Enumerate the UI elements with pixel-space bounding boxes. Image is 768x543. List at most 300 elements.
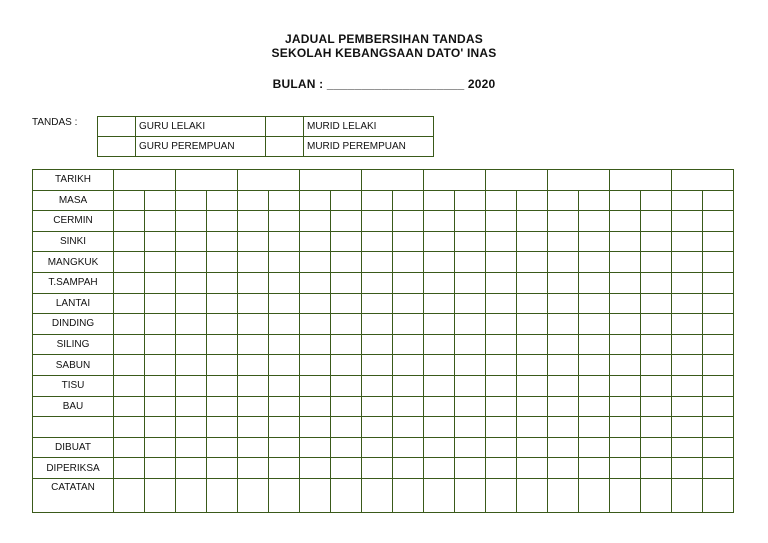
- grid-cell[interactable]: [455, 396, 486, 417]
- grid-cell[interactable]: [548, 190, 579, 211]
- grid-cell[interactable]: [145, 190, 176, 211]
- grid-cell[interactable]: [331, 190, 362, 211]
- grid-cell[interactable]: [579, 211, 610, 232]
- grid-cell[interactable]: [672, 211, 703, 232]
- grid-cell[interactable]: [517, 375, 548, 396]
- grid-cell[interactable]: [641, 211, 672, 232]
- grid-cell[interactable]: [548, 231, 579, 252]
- grid-cell[interactable]: [238, 190, 269, 211]
- grid-cell[interactable]: [517, 396, 548, 417]
- grid-cell[interactable]: [672, 458, 703, 479]
- grid-cell[interactable]: [238, 437, 269, 458]
- grid-cell[interactable]: [300, 231, 331, 252]
- grid-cell[interactable]: [548, 355, 579, 376]
- grid-cell[interactable]: [672, 190, 703, 211]
- grid-cell[interactable]: [424, 314, 455, 335]
- grid-cell[interactable]: [641, 396, 672, 417]
- grid-cell[interactable]: [362, 293, 393, 314]
- grid-cell[interactable]: [579, 478, 610, 512]
- grid-cell[interactable]: [548, 417, 579, 438]
- grid-cell[interactable]: [579, 334, 610, 355]
- grid-cell[interactable]: [114, 252, 145, 273]
- grid-cell[interactable]: [331, 211, 362, 232]
- grid-cell[interactable]: [703, 375, 734, 396]
- grid-cell[interactable]: [300, 437, 331, 458]
- grid-cell[interactable]: [548, 437, 579, 458]
- grid-cell[interactable]: [176, 375, 207, 396]
- grid-cell[interactable]: [641, 478, 672, 512]
- grid-cell[interactable]: [269, 211, 300, 232]
- grid-cell[interactable]: [176, 190, 207, 211]
- grid-cell[interactable]: [393, 417, 424, 438]
- grid-cell[interactable]: [269, 355, 300, 376]
- grid-cell[interactable]: [145, 334, 176, 355]
- grid-cell[interactable]: [579, 293, 610, 314]
- grid-cell[interactable]: [486, 334, 517, 355]
- grid-cell[interactable]: [548, 375, 579, 396]
- grid-cell[interactable]: [672, 478, 703, 512]
- grid-cell[interactable]: [486, 437, 517, 458]
- grid-cell[interactable]: [238, 375, 269, 396]
- grid-cell[interactable]: [207, 293, 238, 314]
- grid-cell[interactable]: [641, 417, 672, 438]
- grid-cell[interactable]: [486, 478, 517, 512]
- grid-cell[interactable]: [672, 252, 703, 273]
- grid-cell[interactable]: [331, 417, 362, 438]
- grid-cell[interactable]: [579, 314, 610, 335]
- grid-cell[interactable]: [517, 252, 548, 273]
- grid-cell[interactable]: [145, 272, 176, 293]
- grid-cell[interactable]: [579, 396, 610, 417]
- grid-cell[interactable]: [207, 252, 238, 273]
- grid-cell[interactable]: [300, 417, 331, 438]
- grid-cell[interactable]: [300, 314, 331, 335]
- grid-cell[interactable]: [300, 396, 331, 417]
- grid-cell[interactable]: [455, 458, 486, 479]
- grid-cell[interactable]: [207, 437, 238, 458]
- grid-cell[interactable]: [517, 272, 548, 293]
- tandas-checkbox[interactable]: [98, 137, 136, 157]
- grid-cell[interactable]: [672, 437, 703, 458]
- date-cell[interactable]: [300, 170, 362, 191]
- grid-cell[interactable]: [610, 355, 641, 376]
- grid-cell[interactable]: [331, 437, 362, 458]
- grid-cell[interactable]: [517, 231, 548, 252]
- grid-cell[interactable]: [424, 458, 455, 479]
- grid-cell[interactable]: [486, 190, 517, 211]
- grid-cell[interactable]: [455, 211, 486, 232]
- grid-cell[interactable]: [424, 272, 455, 293]
- grid-cell[interactable]: [610, 375, 641, 396]
- grid-cell[interactable]: [207, 334, 238, 355]
- grid-cell[interactable]: [703, 293, 734, 314]
- grid-cell[interactable]: [486, 375, 517, 396]
- grid-cell[interactable]: [176, 211, 207, 232]
- grid-cell[interactable]: [114, 334, 145, 355]
- grid-cell[interactable]: [455, 417, 486, 438]
- grid-cell[interactable]: [238, 478, 269, 512]
- grid-cell[interactable]: [703, 396, 734, 417]
- grid-cell[interactable]: [176, 355, 207, 376]
- grid-cell[interactable]: [238, 231, 269, 252]
- grid-cell[interactable]: [269, 231, 300, 252]
- grid-cell[interactable]: [207, 417, 238, 438]
- date-cell[interactable]: [672, 170, 734, 191]
- grid-cell[interactable]: [331, 314, 362, 335]
- grid-cell[interactable]: [238, 334, 269, 355]
- grid-cell[interactable]: [114, 458, 145, 479]
- grid-cell[interactable]: [114, 314, 145, 335]
- grid-cell[interactable]: [207, 231, 238, 252]
- grid-cell[interactable]: [517, 334, 548, 355]
- grid-cell[interactable]: [331, 231, 362, 252]
- grid-cell[interactable]: [176, 437, 207, 458]
- grid-cell[interactable]: [579, 375, 610, 396]
- grid-cell[interactable]: [269, 272, 300, 293]
- grid-cell[interactable]: [486, 355, 517, 376]
- grid-cell[interactable]: [393, 478, 424, 512]
- grid-cell[interactable]: [331, 252, 362, 273]
- grid-cell[interactable]: [269, 437, 300, 458]
- grid-cell[interactable]: [362, 375, 393, 396]
- grid-cell[interactable]: [393, 252, 424, 273]
- grid-cell[interactable]: [641, 334, 672, 355]
- grid-cell[interactable]: [424, 334, 455, 355]
- grid-cell[interactable]: [610, 293, 641, 314]
- grid-cell[interactable]: [393, 231, 424, 252]
- grid-cell[interactable]: [331, 334, 362, 355]
- grid-cell[interactable]: [393, 272, 424, 293]
- grid-cell[interactable]: [207, 375, 238, 396]
- grid-cell[interactable]: [145, 231, 176, 252]
- grid-cell[interactable]: [331, 272, 362, 293]
- grid-cell[interactable]: [269, 293, 300, 314]
- grid-cell[interactable]: [455, 334, 486, 355]
- grid-cell[interactable]: [486, 458, 517, 479]
- grid-cell[interactable]: [455, 272, 486, 293]
- grid-cell[interactable]: [424, 417, 455, 438]
- grid-cell[interactable]: [703, 231, 734, 252]
- grid-cell[interactable]: [176, 314, 207, 335]
- grid-cell[interactable]: [703, 334, 734, 355]
- grid-cell[interactable]: [145, 293, 176, 314]
- grid-cell[interactable]: [455, 437, 486, 458]
- grid-cell[interactable]: [486, 314, 517, 335]
- grid-cell[interactable]: [517, 314, 548, 335]
- grid-cell[interactable]: [703, 272, 734, 293]
- date-cell[interactable]: [176, 170, 238, 191]
- grid-cell[interactable]: [424, 293, 455, 314]
- grid-cell[interactable]: [238, 417, 269, 438]
- grid-cell[interactable]: [207, 211, 238, 232]
- grid-cell[interactable]: [486, 272, 517, 293]
- grid-cell[interactable]: [703, 211, 734, 232]
- grid-cell[interactable]: [238, 314, 269, 335]
- grid-cell[interactable]: [269, 252, 300, 273]
- grid-cell[interactable]: [548, 272, 579, 293]
- grid-cell[interactable]: [548, 396, 579, 417]
- grid-cell[interactable]: [672, 355, 703, 376]
- grid-cell[interactable]: [145, 396, 176, 417]
- grid-cell[interactable]: [393, 211, 424, 232]
- tandas-checkbox[interactable]: [266, 117, 304, 137]
- grid-cell[interactable]: [300, 272, 331, 293]
- grid-cell[interactable]: [362, 417, 393, 438]
- grid-cell[interactable]: [269, 417, 300, 438]
- date-cell[interactable]: [238, 170, 300, 191]
- grid-cell[interactable]: [393, 190, 424, 211]
- grid-cell[interactable]: [207, 314, 238, 335]
- grid-cell[interactable]: [672, 272, 703, 293]
- date-cell[interactable]: [486, 170, 548, 191]
- grid-cell[interactable]: [486, 211, 517, 232]
- grid-cell[interactable]: [517, 417, 548, 438]
- grid-cell[interactable]: [393, 396, 424, 417]
- grid-cell[interactable]: [548, 252, 579, 273]
- date-cell[interactable]: [114, 170, 176, 191]
- grid-cell[interactable]: [114, 396, 145, 417]
- grid-cell[interactable]: [176, 396, 207, 417]
- grid-cell[interactable]: [362, 272, 393, 293]
- grid-cell[interactable]: [610, 252, 641, 273]
- grid-cell[interactable]: [579, 437, 610, 458]
- grid-cell[interactable]: [362, 211, 393, 232]
- grid-cell[interactable]: [548, 458, 579, 479]
- grid-cell[interactable]: [548, 211, 579, 232]
- grid-cell[interactable]: [114, 355, 145, 376]
- grid-cell[interactable]: [269, 334, 300, 355]
- grid-cell[interactable]: [641, 272, 672, 293]
- grid-cell[interactable]: [300, 375, 331, 396]
- date-cell[interactable]: [424, 170, 486, 191]
- grid-cell[interactable]: [393, 334, 424, 355]
- grid-cell[interactable]: [424, 478, 455, 512]
- grid-cell[interactable]: [703, 458, 734, 479]
- grid-cell[interactable]: [176, 478, 207, 512]
- grid-cell[interactable]: [672, 334, 703, 355]
- grid-cell[interactable]: [269, 396, 300, 417]
- grid-cell[interactable]: [362, 314, 393, 335]
- grid-cell[interactable]: [548, 293, 579, 314]
- grid-cell[interactable]: [672, 417, 703, 438]
- grid-cell[interactable]: [486, 417, 517, 438]
- tandas-checkbox[interactable]: [98, 117, 136, 137]
- grid-cell[interactable]: [300, 334, 331, 355]
- grid-cell[interactable]: [176, 272, 207, 293]
- grid-cell[interactable]: [703, 437, 734, 458]
- grid-cell[interactable]: [424, 355, 455, 376]
- grid-cell[interactable]: [455, 375, 486, 396]
- grid-cell[interactable]: [486, 231, 517, 252]
- grid-cell[interactable]: [641, 458, 672, 479]
- grid-cell[interactable]: [145, 252, 176, 273]
- grid-cell[interactable]: [300, 355, 331, 376]
- grid-cell[interactable]: [269, 375, 300, 396]
- grid-cell[interactable]: [176, 252, 207, 273]
- grid-cell[interactable]: [424, 190, 455, 211]
- grid-cell[interactable]: [455, 355, 486, 376]
- grid-cell[interactable]: [579, 190, 610, 211]
- grid-cell[interactable]: [610, 396, 641, 417]
- grid-cell[interactable]: [300, 252, 331, 273]
- grid-cell[interactable]: [424, 252, 455, 273]
- grid-cell[interactable]: [579, 231, 610, 252]
- grid-cell[interactable]: [269, 458, 300, 479]
- grid-cell[interactable]: [207, 190, 238, 211]
- grid-cell[interactable]: [269, 314, 300, 335]
- grid-cell[interactable]: [362, 231, 393, 252]
- grid-cell[interactable]: [548, 478, 579, 512]
- grid-cell[interactable]: [393, 437, 424, 458]
- grid-cell[interactable]: [114, 478, 145, 512]
- grid-cell[interactable]: [393, 293, 424, 314]
- grid-cell[interactable]: [579, 355, 610, 376]
- grid-cell[interactable]: [548, 314, 579, 335]
- grid-cell[interactable]: [517, 437, 548, 458]
- grid-cell[interactable]: [641, 252, 672, 273]
- grid-cell[interactable]: [238, 396, 269, 417]
- grid-cell[interactable]: [517, 478, 548, 512]
- grid-cell[interactable]: [424, 437, 455, 458]
- grid-cell[interactable]: [114, 190, 145, 211]
- grid-cell[interactable]: [207, 272, 238, 293]
- grid-cell[interactable]: [176, 293, 207, 314]
- grid-cell[interactable]: [703, 252, 734, 273]
- grid-cell[interactable]: [610, 437, 641, 458]
- grid-cell[interactable]: [238, 458, 269, 479]
- grid-cell[interactable]: [145, 314, 176, 335]
- grid-cell[interactable]: [641, 293, 672, 314]
- date-cell[interactable]: [610, 170, 672, 191]
- grid-cell[interactable]: [455, 314, 486, 335]
- grid-cell[interactable]: [207, 396, 238, 417]
- grid-cell[interactable]: [641, 314, 672, 335]
- grid-cell[interactable]: [362, 252, 393, 273]
- grid-cell[interactable]: [362, 437, 393, 458]
- grid-cell[interactable]: [486, 396, 517, 417]
- grid-cell[interactable]: [486, 252, 517, 273]
- grid-cell[interactable]: [703, 417, 734, 438]
- grid-cell[interactable]: [300, 190, 331, 211]
- grid-cell[interactable]: [331, 375, 362, 396]
- grid-cell[interactable]: [114, 437, 145, 458]
- grid-cell[interactable]: [579, 458, 610, 479]
- grid-cell[interactable]: [672, 231, 703, 252]
- grid-cell[interactable]: [393, 355, 424, 376]
- grid-cell[interactable]: [610, 190, 641, 211]
- grid-cell[interactable]: [145, 375, 176, 396]
- grid-cell[interactable]: [114, 231, 145, 252]
- grid-cell[interactable]: [672, 396, 703, 417]
- grid-cell[interactable]: [517, 293, 548, 314]
- grid-cell[interactable]: [238, 355, 269, 376]
- grid-cell[interactable]: [331, 458, 362, 479]
- grid-cell[interactable]: [362, 458, 393, 479]
- grid-cell[interactable]: [455, 231, 486, 252]
- grid-cell[interactable]: [455, 293, 486, 314]
- grid-cell[interactable]: [517, 355, 548, 376]
- grid-cell[interactable]: [641, 375, 672, 396]
- grid-cell[interactable]: [331, 355, 362, 376]
- tandas-checkbox[interactable]: [266, 137, 304, 157]
- date-cell[interactable]: [548, 170, 610, 191]
- grid-cell[interactable]: [300, 211, 331, 232]
- grid-cell[interactable]: [579, 272, 610, 293]
- grid-cell[interactable]: [145, 437, 176, 458]
- grid-cell[interactable]: [331, 396, 362, 417]
- grid-cell[interactable]: [424, 396, 455, 417]
- grid-cell[interactable]: [207, 355, 238, 376]
- grid-cell[interactable]: [517, 190, 548, 211]
- grid-cell[interactable]: [145, 478, 176, 512]
- grid-cell[interactable]: [672, 293, 703, 314]
- grid-cell[interactable]: [114, 293, 145, 314]
- grid-cell[interactable]: [145, 458, 176, 479]
- grid-cell[interactable]: [703, 355, 734, 376]
- grid-cell[interactable]: [300, 293, 331, 314]
- grid-cell[interactable]: [176, 417, 207, 438]
- grid-cell[interactable]: [424, 375, 455, 396]
- grid-cell[interactable]: [672, 314, 703, 335]
- grid-cell[interactable]: [424, 231, 455, 252]
- grid-cell[interactable]: [610, 458, 641, 479]
- grid-cell[interactable]: [145, 417, 176, 438]
- grid-cell[interactable]: [300, 478, 331, 512]
- grid-cell[interactable]: [176, 334, 207, 355]
- grid-cell[interactable]: [579, 252, 610, 273]
- grid-cell[interactable]: [362, 355, 393, 376]
- grid-cell[interactable]: [269, 478, 300, 512]
- grid-cell[interactable]: [300, 458, 331, 479]
- grid-cell[interactable]: [145, 355, 176, 376]
- grid-cell[interactable]: [455, 478, 486, 512]
- grid-cell[interactable]: [610, 231, 641, 252]
- grid-cell[interactable]: [114, 375, 145, 396]
- grid-cell[interactable]: [641, 190, 672, 211]
- grid-cell[interactable]: [486, 293, 517, 314]
- grid-cell[interactable]: [610, 211, 641, 232]
- grid-cell[interactable]: [424, 211, 455, 232]
- grid-cell[interactable]: [238, 272, 269, 293]
- grid-cell[interactable]: [703, 478, 734, 512]
- grid-cell[interactable]: [548, 334, 579, 355]
- grid-cell[interactable]: [455, 252, 486, 273]
- grid-cell[interactable]: [114, 211, 145, 232]
- grid-cell[interactable]: [176, 231, 207, 252]
- grid-cell[interactable]: [331, 478, 362, 512]
- grid-cell[interactable]: [517, 458, 548, 479]
- grid-cell[interactable]: [393, 375, 424, 396]
- grid-cell[interactable]: [517, 211, 548, 232]
- grid-cell[interactable]: [393, 458, 424, 479]
- grid-cell[interactable]: [238, 211, 269, 232]
- grid-cell[interactable]: [362, 396, 393, 417]
- grid-cell[interactable]: [610, 417, 641, 438]
- grid-cell[interactable]: [579, 417, 610, 438]
- grid-cell[interactable]: [703, 314, 734, 335]
- grid-cell[interactable]: [145, 211, 176, 232]
- grid-cell[interactable]: [238, 293, 269, 314]
- grid-cell[interactable]: [362, 190, 393, 211]
- grid-cell[interactable]: [672, 375, 703, 396]
- grid-cell[interactable]: [610, 272, 641, 293]
- grid-cell[interactable]: [610, 478, 641, 512]
- grid-cell[interactable]: [269, 190, 300, 211]
- grid-cell[interactable]: [362, 334, 393, 355]
- grid-cell[interactable]: [641, 355, 672, 376]
- grid-cell[interactable]: [362, 478, 393, 512]
- grid-cell[interactable]: [176, 458, 207, 479]
